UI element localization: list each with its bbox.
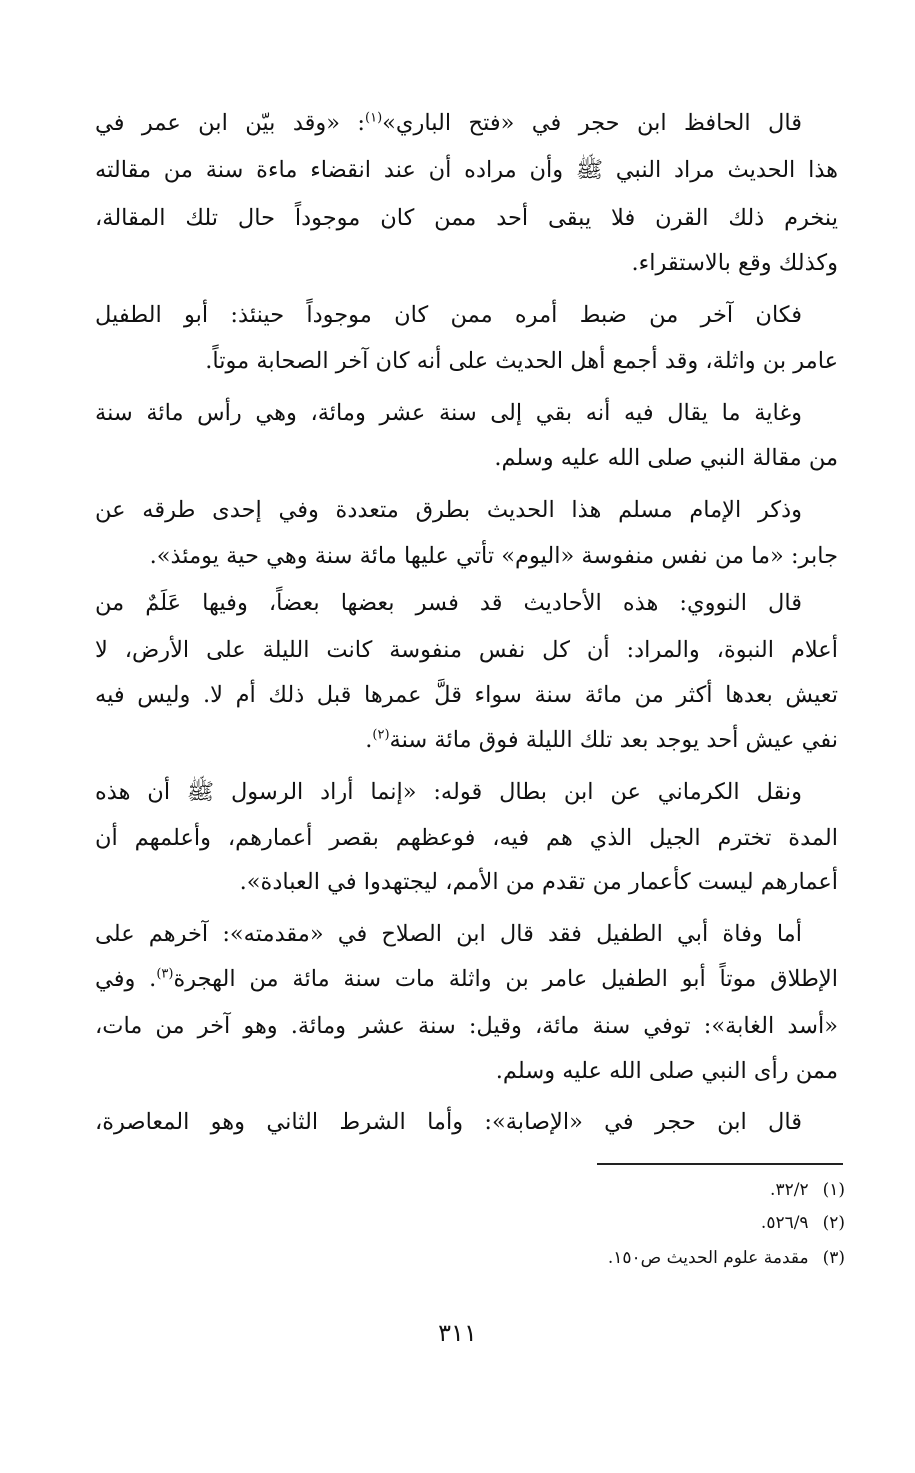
line-text: من مقالة النبي صلى الله عليه وسلم. — [494, 445, 838, 471]
text-line — [95, 954, 838, 1004]
text-line — [95, 433, 838, 483]
footnote-marker: (١) — [365, 110, 383, 126]
footnote-number: (٢) — [822, 1213, 845, 1233]
footnote-text: ٣٢/٢. — [770, 1180, 809, 1200]
footnote-separator — [597, 1163, 843, 1165]
line-text: قال الحافظ ابن حجر في «فتح الباري» — [382, 110, 802, 136]
text-line — [95, 1046, 838, 1096]
text-line — [95, 145, 838, 195]
footnote-number: (٣) — [822, 1248, 845, 1268]
line-text: أما وفاة أبي الطفيل فقد قال ابن الصلاح في «مقدمته»: آخرهم على — [95, 921, 802, 947]
line-text: ونقل الكرماني عن ابن بطال قوله: «إنما أراد الرسول ﷺ أن هذه — [95, 779, 802, 805]
line-text: جابر: «ما من نفس منفوسة «اليوم» تأتي عليها مائة سنة وهي حية يومئذ». — [149, 543, 838, 569]
text-line — [95, 813, 838, 863]
text-line — [95, 1097, 838, 1147]
line-text: هذا الحديث مراد النبي ﷺ وأن مراده أن عند انقضاء ماءة سنة من مقالته — [95, 157, 838, 183]
footnote-text: ٥٢٦/٩. — [760, 1213, 809, 1233]
text-line — [95, 625, 838, 675]
line-text: نفي عيش أحد يوجد بعد تلك الليلة فوق مائة سنة — [389, 727, 838, 753]
footnote-number: (١) — [822, 1180, 845, 1200]
text-line — [95, 290, 838, 340]
footnote-3 — [608, 1245, 845, 1271]
line-text: ينخرم ذلك القرن فلا يبقى أحد ممن كان موجوداً حال تلك المقالة، — [95, 205, 838, 231]
text-line — [95, 767, 838, 817]
text-line — [95, 857, 838, 907]
footnote-1 — [770, 1177, 845, 1203]
line-text: أعمارهم ليست كأعمار من تقدم من الأمم، ليجتهدوا في العبادة». — [239, 869, 838, 895]
line-text: وغاية ما يقال فيه أنه بقي إلى سنة عشر ومائة، وهي رأس مائة سنة — [95, 400, 802, 426]
text-line — [95, 485, 838, 535]
line-text: قال النووي: هذه الأحاديث قد فسر بعضها بعضاً، وفيها عَلَمٌ من — [95, 590, 802, 616]
line-text: «أسد الغابة»: توفي سنة مائة، وقيل: سنة عشر ومائة. وهو آخر من مات، — [95, 1013, 838, 1039]
line-text-tail: . — [365, 727, 373, 753]
line-text: فكان آخر من ضبط أمره ممن كان موجوداً حينئذ: أبو الطفيل — [95, 302, 802, 328]
line-text-tail: : «وقد بيّن ابن عمر في — [95, 110, 366, 136]
line-text: المدة تخترم الجيل الذي هم فيه، فوعظهم بقصر أعمارهم، وأعلمهم أن — [95, 825, 838, 851]
text-line — [95, 98, 838, 148]
line-text: ممن رأى النبي صلى الله عليه وسلم. — [495, 1058, 838, 1084]
line-text: تعيش بعدها أكثر من مائة سنة سواء قلَّ عمرها قبل ذلك أم لا. وليس فيه — [95, 682, 838, 708]
footnote-marker: (٣) — [156, 966, 174, 982]
line-text: الإطلاق موتاً أبو الطفيل عامر بن واثلة مات سنة مائة من الهجرة — [173, 966, 838, 992]
footnote-text: مقدمة علوم الحديث ص١٥٠. — [607, 1248, 809, 1268]
line-text: قال ابن حجر في «الإصابة»: وأما الشرط الثاني وهو المعاصرة، — [95, 1109, 802, 1135]
text-line — [95, 193, 838, 243]
line-text: وذكر الإمام مسلم هذا الحديث بطرق متعددة وفي إحدى طرقه عن — [95, 497, 802, 523]
line-text: وكذلك وقع بالاستقراء. — [631, 250, 838, 276]
text-line — [95, 909, 838, 959]
line-text: عامر بن واثلة، وقد أجمع أهل الحديث على أنه كان آخر الصحابة موتاً. — [205, 348, 838, 374]
text-line — [95, 578, 838, 628]
line-text: أعلام النبوة، والمراد: أن كل نفس منفوسة كانت الليلة على الأرض، لا — [95, 637, 838, 663]
footnote-marker: (٢) — [372, 727, 390, 743]
text-line — [95, 1001, 838, 1051]
text-line — [95, 670, 838, 720]
text-line — [95, 715, 838, 765]
page-number: ٣١١ — [438, 1319, 477, 1347]
line-text-tail: . وفي — [95, 966, 157, 992]
text-line — [95, 336, 838, 386]
text-line — [95, 531, 838, 581]
text-line — [95, 238, 838, 288]
text-line — [95, 388, 838, 438]
footnote-2 — [761, 1210, 845, 1236]
